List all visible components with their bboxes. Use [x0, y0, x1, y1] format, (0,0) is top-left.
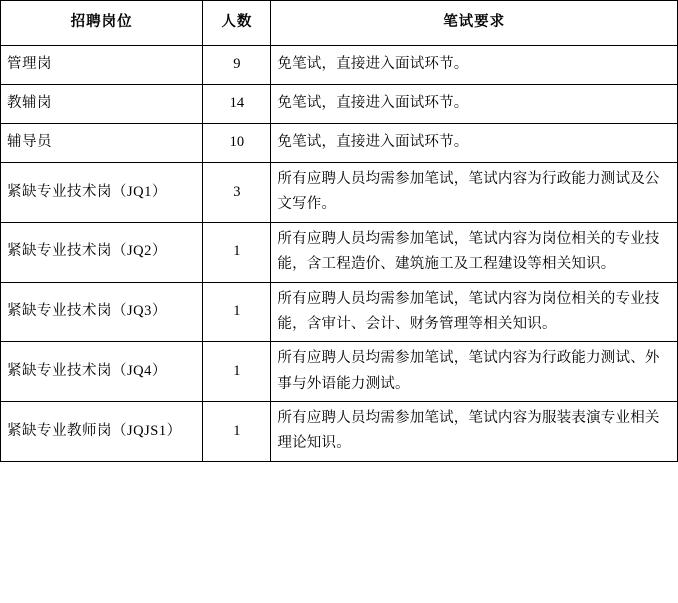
cell-requirement: 免笔试，直接进入面试环节。 — [271, 85, 678, 124]
cell-post: 教辅岗 — [1, 85, 203, 124]
table-row — [1, 124, 678, 163]
cell-requirement: 所有应聘人员均需参加笔试，笔试内容为行政能力测试、外事与外语能力测试。 — [271, 342, 678, 402]
table-row — [1, 222, 678, 282]
cell-requirement: 所有应聘人员均需参加笔试，笔试内容为岗位相关的专业技能，含审计、会计、财务管理等相关知识。 — [271, 282, 678, 342]
cell-post: 管理岗 — [1, 46, 203, 85]
cell-post: 紧缺专业技术岗（JQ3） — [1, 282, 203, 342]
column-header-count: 人数 — [203, 1, 271, 46]
table-row — [1, 85, 678, 124]
table-row — [1, 163, 678, 223]
cell-requirement: 免笔试，直接进入面试环节。 — [271, 124, 678, 163]
column-header-requirement: 笔试要求 — [271, 1, 678, 46]
table-row — [1, 342, 678, 402]
cell-post: 紧缺专业技术岗（JQ2） — [1, 222, 203, 282]
cell-count: 3 — [203, 163, 271, 223]
cell-requirement: 免笔试，直接进入面试环节。 — [271, 46, 678, 85]
table-row — [1, 282, 678, 342]
table-header — [1, 1, 678, 46]
cell-post: 辅导员 — [1, 124, 203, 163]
table-row — [1, 46, 678, 85]
table-body — [1, 46, 678, 462]
cell-requirement: 所有应聘人员均需参加笔试，笔试内容为行政能力测试及公文写作。 — [271, 163, 678, 223]
cell-count: 1 — [203, 282, 271, 342]
cell-post: 紧缺专业技术岗（JQ4） — [1, 342, 203, 402]
cell-requirement: 所有应聘人员均需参加笔试，笔试内容为岗位相关的专业技能，含工程造价、建筑施工及工程建设等相关知识。 — [271, 222, 678, 282]
column-header-post: 招聘岗位 — [1, 1, 203, 46]
cell-post: 紧缺专业技术岗（JQ1） — [1, 163, 203, 223]
cell-count: 14 — [203, 85, 271, 124]
table-row — [1, 402, 678, 462]
cell-count: 9 — [203, 46, 271, 85]
cell-requirement: 所有应聘人员均需参加笔试，笔试内容为服装表演专业相关理论知识。 — [271, 402, 678, 462]
cell-count: 10 — [203, 124, 271, 163]
cell-post: 紧缺专业教师岗（JQJS1） — [1, 402, 203, 462]
cell-count: 1 — [203, 342, 271, 402]
cell-count: 1 — [203, 402, 271, 462]
table-header-row — [1, 1, 678, 46]
cell-count: 1 — [203, 222, 271, 282]
